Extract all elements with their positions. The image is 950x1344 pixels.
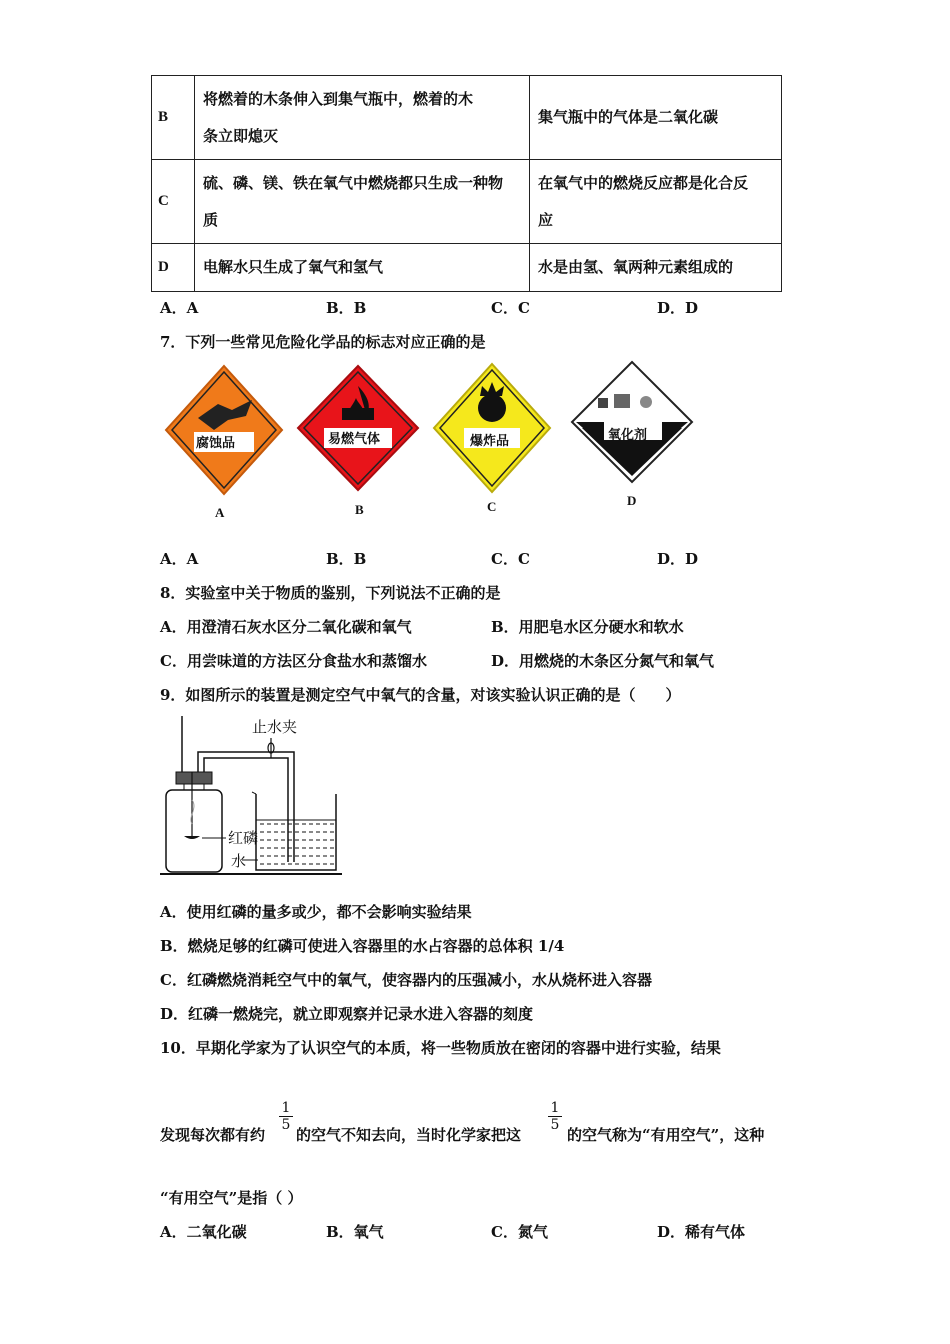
- fraction-numerator: 1: [281, 1100, 291, 1116]
- sign-d-text: 氧化剂: [608, 427, 648, 442]
- sign-c-text: 爆炸品: [470, 433, 510, 448]
- q10-seg3: 的空气称为“有用空气”，这种: [567, 1126, 765, 1144]
- row-right: 水是由氢、氧两种元素组成的: [530, 244, 782, 292]
- table-row: [152, 160, 782, 244]
- corrosive-sign: [166, 366, 282, 494]
- sign-b-text: 易燃气体: [328, 431, 381, 446]
- sign-d-letter: D: [627, 493, 637, 508]
- q6-option-a[interactable]: A．A: [160, 299, 199, 317]
- q6-option-b[interactable]: B．B: [326, 299, 367, 317]
- q6-table: [151, 75, 782, 292]
- q10-line1: 10．早期化学家为了认识空气的本质，将一些物质放在密闭的容器中进行实验，结果: [160, 1039, 721, 1057]
- row-left: [195, 160, 530, 244]
- row-left-line: 硫、磷、镁、铁在氧气中燃烧都只生成一种物: [203, 173, 504, 192]
- q7-stem: 7．下列一些常见危险化学品的标志对应正确的是: [160, 333, 486, 351]
- fraction-one-fifth: [548, 1100, 562, 1133]
- row-key: D: [152, 244, 195, 292]
- row-key: B: [152, 76, 195, 160]
- water-label: 水: [231, 852, 247, 870]
- row-left: 电解水只生成了氧气和氢气: [195, 244, 530, 292]
- clamp-label: 止水夹: [252, 718, 298, 736]
- q7-option-b[interactable]: B．B: [326, 550, 367, 568]
- row-left-line: 条立即熄灭: [203, 126, 279, 145]
- hazard-signs-figure: [158, 360, 708, 530]
- q9-option-b[interactable]: B．燃烧足够的红磷可使进入容器里的水占容器的总体积 1/4: [160, 937, 565, 955]
- q7-option-c[interactable]: C．C: [491, 550, 530, 568]
- q8-stem: 8．实验室中关于物质的鉴别，下列说法不正确的是: [160, 584, 501, 602]
- fraction-one-fifth: [279, 1100, 293, 1133]
- q10-seg2: 的空气不知去向，当时化学家把这: [296, 1126, 522, 1144]
- q10-option-d[interactable]: D．稀有气体: [657, 1223, 746, 1241]
- q10-option-b[interactable]: B．氧气: [326, 1223, 384, 1241]
- sign-b-letter: B: [355, 502, 364, 517]
- sign-a-letter: A: [215, 505, 225, 520]
- row-right: [530, 160, 782, 244]
- q9-option-c[interactable]: C．红磷燃烧消耗空气中的氧气，使容器内的压强减小，水从烧杯进入容器: [160, 971, 652, 989]
- q9-option-d[interactable]: D．红磷一燃烧完，就立即观察并记录水进入容器的刻度: [160, 1005, 534, 1023]
- q6-option-d[interactable]: D．D: [657, 299, 699, 317]
- q8-option-b[interactable]: B．用肥皂水区分硬水和软水: [491, 618, 684, 636]
- q6-option-c[interactable]: C．C: [491, 299, 530, 317]
- fraction-numerator: 1: [550, 1100, 560, 1116]
- row-left-line: 将燃着的木条伸入到集气瓶中，燃着的木: [203, 89, 474, 108]
- sign-c-letter: C: [487, 499, 497, 514]
- q8-option-d[interactable]: D．用燃烧的木条区分氮气和氧气: [491, 652, 715, 670]
- row-right-line: 在氧气中的燃烧反应都是化合反: [538, 173, 749, 192]
- table-row: [152, 76, 782, 160]
- sign-a-text: 腐蚀品: [196, 435, 236, 450]
- row-right: 集气瓶中的气体是二氧化碳: [530, 76, 782, 160]
- q9-stem: 9．如图所示的装置是测定空气中氧气的含量，对该实验认识正确的是（ ）: [160, 686, 681, 704]
- row-left-line: 质: [203, 210, 219, 229]
- phosphorus-label: 红磷: [228, 829, 259, 847]
- q10-option-c[interactable]: C．氮气: [491, 1223, 548, 1241]
- q10-line3: “有用空气”是指（ ）: [160, 1189, 303, 1207]
- fraction-denominator: 5: [550, 1117, 560, 1133]
- q8-option-c[interactable]: C．用尝味道的方法区分食盐水和蒸馏水: [160, 652, 427, 670]
- q8-option-a[interactable]: A．用澄清石灰水区分二氧化碳和氧气: [160, 618, 412, 636]
- explosive-sign: [434, 364, 550, 492]
- row-key: C: [152, 160, 195, 244]
- q9-option-a[interactable]: A．使用红磷的量多或少，都不会影响实验结果: [160, 903, 472, 921]
- q7-option-a[interactable]: A．A: [160, 550, 199, 568]
- q10-seg1: 发现每次都有约: [160, 1126, 266, 1144]
- q7-option-d[interactable]: D．D: [657, 550, 699, 568]
- oxidizer-sign: [572, 362, 692, 482]
- apparatus-figure: [158, 712, 348, 882]
- fraction-denominator: 5: [281, 1117, 291, 1133]
- row-left: [195, 76, 530, 160]
- q10-option-a[interactable]: A．二氧化碳: [160, 1223, 247, 1241]
- row-right-line: 应: [538, 210, 554, 229]
- table-row: [152, 244, 782, 292]
